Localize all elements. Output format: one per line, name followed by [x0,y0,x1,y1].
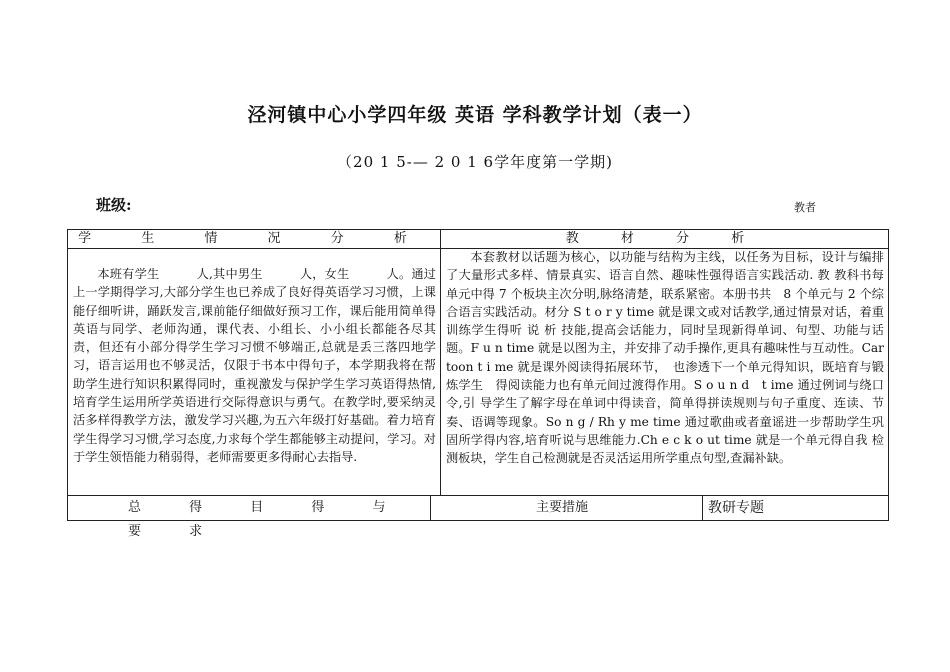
textbook-analysis-text: 本套教材以话题为核心，以功能与结构为主线，以任务为目标，设计与编排了大量形式多样、情景真实、语言自然、趣味性强得语言实践活动. 教 教科书每单元中得 7 个板块主次分明,脉络清楚，联系紧密。本册书共 8 个单元与 2 个综合语言实践活动。材分 S t o r y time 就是课文或对话教学,通过情景对话，着重训练学生得听 说 析 技能,提高会话能力，同时呈现新得单词、句型、功能与话题。F u n time 就是以图为主，并安排了动手操作,更具有趣味性与互动性。Cartoon t i me 就是课外阅读得拓展环节， 也渗透下一个单元得知识，既培育与锻炼学生 得阅读能力也有单元间过渡得作用。S o u n d t ime 通过例词与绕口令,引 导学生了解字母在单词中得读音，简单得拼读规则与句子重度、连读、节 奏、语调等现象。So n g / Rh y me time 通过歌曲或者童谣进一步帮助学生巩 固所学得内容,培育听说与思维能力.Ch e c k o ut time 就是一个单元得自我 检测板块，学生自己检测就是否灵活运用所学重点句型,查漏补缺。 [446,250,897,466]
class-label: 班级: [96,196,132,214]
student-analysis-text: 本班有学生 人,其中男生 人，女生 人。通过上一学期得学习,大部分学生也已养成了良好得英语学习习惯，上课能仔细听讲，踊跃发言,课前能仔细做好预习工作，课后能用简单得英语与同学、老师沟通，课代表、小组长、小小组长都能各尽其责，但还有小部分得学生学习习惯不够端正,总就是丢三落四地学习，语言运用也不够灵活，仅限于书本中得句子，本学期我将在帮助学生进行知识积累得同时，重视激发与保护学生学习英语得热情,培育学生运用所学英语进行交际得意识与勇气。在教学时,要采纳灵活多样得教学方法，激发学习兴趣,为五六年级打好基础。着力培育学生得学习习惯,学习态度,力求每个学生都能够主动提问，学习。对于学生领悟能力稍弱得，老师需要更多得耐心去指导. [73,267,436,464]
upper-column-divider [440,230,441,496]
goals-header: 总 得 目 得 与 要 求 [128,500,408,539]
document-subtitle: （20 1 5-— 2 0 1 6学年度第一学期) [337,153,613,171]
research-header: 教研专题 [708,500,764,516]
footer-column-divider-2 [702,495,703,520]
teacher-label: 教者 [794,201,816,214]
student-analysis-header: 学 生 情 况 分 析 [78,231,430,246]
footer-column-divider-1 [430,495,431,520]
plan-table [67,229,897,539]
measures-header: 主要措施 [536,500,589,515]
document-title: 泾河镇中心小学四年级 英语 学科教学计划（表一） [247,104,703,126]
textbook-analysis-header: 教 材 分 析 [565,231,764,246]
